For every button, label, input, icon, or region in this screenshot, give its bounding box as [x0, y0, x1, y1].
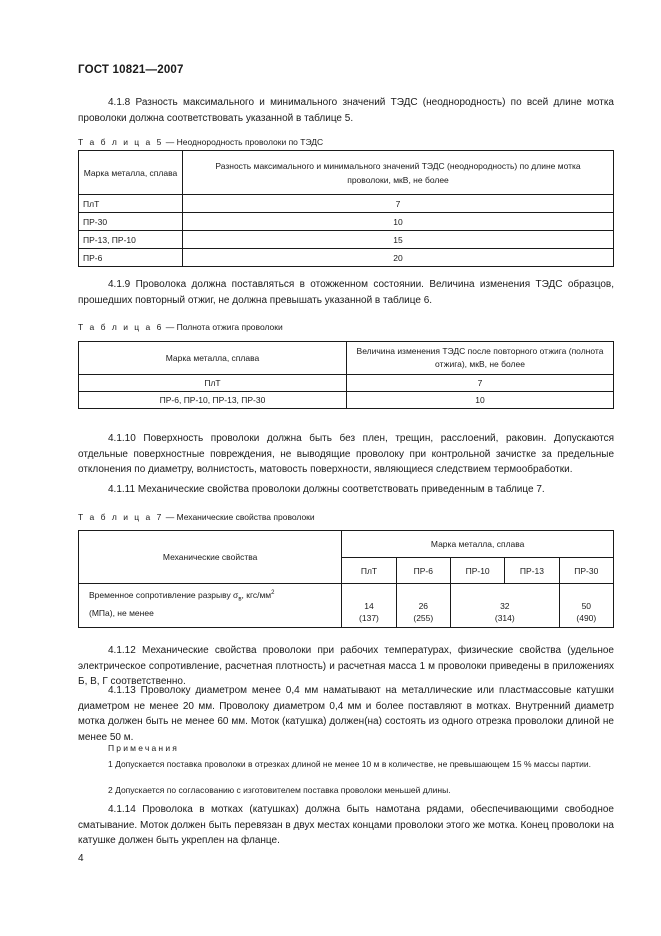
paragraph-4-1-10: 4.1.10 Поверхность проволоки должна быть без плен, трещин, расслоений, раковин. Допускаются отдельные поверхностные повреждения, не выводящие проволоку при контрольной зачистке за предельные отклонения по диаметру, волнистость, матовость поверхности, являющиеся следствием термообработки. [78, 433, 614, 475]
table-cell-value: 7 [183, 195, 614, 213]
table-7-header-property: Механические свойства [79, 531, 342, 584]
table-7-caption: Т а б л и ц а 7 — Механические свойства проволоки [78, 512, 315, 522]
table-7-grade-header: ПР-13 [505, 558, 559, 584]
table-cell-value: 20 [183, 249, 614, 267]
table-row [79, 392, 614, 409]
table-6-caption: Т а б л и ц а 6 — Полнота отжига проволоки [78, 322, 283, 332]
note-1: 1 Допускается поставка проволоки в отрезках длиной не менее 10 м в количестве, не превышающем 15 % массы партии. [108, 759, 592, 769]
notes-heading: Примечания [108, 743, 180, 753]
table-cell-grade: ПлТ [79, 375, 347, 392]
table-6 [78, 341, 614, 409]
table-7-grade-header: ПлТ [342, 558, 396, 584]
table-cell-value: 10 [183, 213, 614, 231]
table-7-header-group: Марка металла, сплава [342, 531, 614, 558]
paragraph-4-1-8: 4.1.8 Разность максимального и минимального значений ТЭДС (неоднородность) по всей длине мотка проволоки должна соответствовать указанной в таблице 5. [78, 97, 614, 124]
table-7-grade-header: ПР-30 [559, 558, 613, 584]
table-cell-grade: ПлТ [79, 195, 183, 213]
table-7-row-label: Временное сопротивление разрыву $\sigma_в$, кгс/$мм^2$ (МПа), не менее [79, 584, 342, 628]
table-7-value-cell: 50 (490) [559, 584, 613, 628]
table-5 [78, 150, 614, 267]
paragraph-4-1-13: 4.1.13 Проволоку диаметром менее 0,4 мм наматывают на металлические или пластмассовые катушки диаметром не менее 20 мм. Проволоку диаметром 0,4 мм и более поставляют в мотках. Внутренний диаметр мотка должен быть не менее 60 мм. Моток (катушка) должен(на) состоять из одного отрезка проволоки длиной не менее 50 м. [78, 685, 614, 743]
table-cell-grade: ПР-30 [79, 213, 183, 231]
document-header: ГОСТ 10821—2007 [78, 64, 184, 76]
table-cell-grade: ПР-6, ПР-10, ПР-13, ПР-30 [79, 392, 347, 409]
table-cell-grade: ПР-13, ПР-10 [79, 231, 183, 249]
table-cell-value: 10 [347, 392, 614, 409]
paragraph-4-1-9: 4.1.9 Проволока должна поставляться в отожженном состоянии. Величина изменения ТЭДС образцов, прошедших повторный отжиг, не должна превышать указанной в таблице 6. [78, 279, 614, 306]
table-5-header-value: Разность максимального и минимального значений ТЭДС (неоднородность) по длине мотка проволоки, мкВ, не более [183, 151, 614, 195]
table-row [79, 249, 614, 267]
table-row [79, 375, 614, 392]
table-7-value-cell: 14 (137) [342, 584, 396, 628]
table-6-header-value: Величина изменения ТЭДС после повторного отжига (полнота отжига), мкВ, не более [347, 342, 614, 375]
table-7 [78, 530, 614, 628]
page-number: 4 [78, 853, 84, 864]
table-cell-value: 7 [347, 375, 614, 392]
table-5-caption: Т а б л и ц а 5 — Неоднородность проволоки по ТЭДС [78, 137, 324, 147]
table-7-value-cell: 32 (314) [450, 584, 559, 628]
table-row [79, 195, 614, 213]
table-cell-grade: ПР-6 [79, 249, 183, 267]
table-7-grade-header: ПР-6 [396, 558, 450, 584]
table-7-grade-header: ПР-10 [450, 558, 504, 584]
table-6-header-grade: Марка металла, сплава [79, 342, 347, 375]
paragraph-4-1-14: 4.1.14 Проволока в мотках (катушках) должна быть намотана рядами, обеспечивающими свободное сматывание. Моток должен быть перевязан в двух местах концами проволоки этого же мотка. Конец проволоки на катушке должен быть укреплен на фланце. [78, 804, 614, 846]
paragraph-4-1-11: 4.1.11 Механические свойства проволоки должны соответствовать приведенным в таблице 7. [108, 484, 545, 495]
table-row [79, 231, 614, 249]
table-5-header-grade: Марка металла, сплава [79, 151, 183, 195]
note-2: 2 Допускается по согласованию с изготовителем поставка проволоки меньшей длины. [108, 785, 451, 795]
table-cell-value: 15 [183, 231, 614, 249]
paragraph-4-1-12: 4.1.12 Механические свойства проволоки при рабочих температурах, физические свойства (удельное электрическое сопротивление, расчетная плотность) и расчетная масса 1 м проволоки приведены в приложениях Б, В, Г соответственно. [78, 645, 614, 687]
table-7-value-cell: 26 (255) [396, 584, 450, 628]
table-row [79, 584, 614, 628]
table-row [79, 213, 614, 231]
